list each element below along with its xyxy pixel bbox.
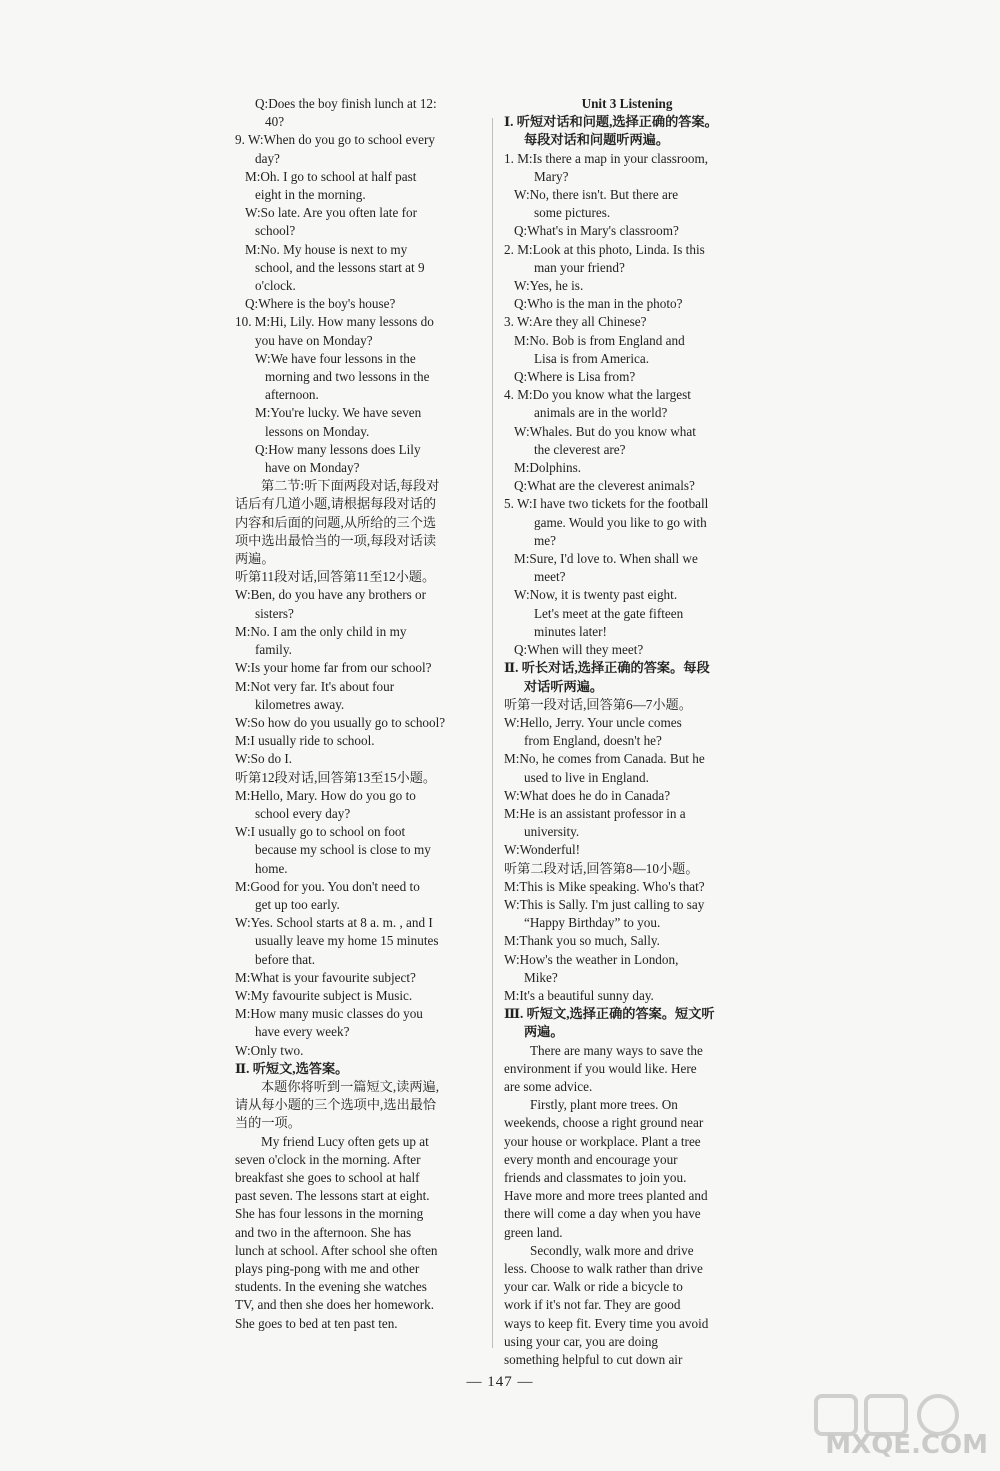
left-line: 第二节:听下面两段对话,每段对 [261,478,440,494]
left-line: W:So late. Are you often late for [245,205,417,221]
left-line: W:We have four lessons in the [255,350,416,366]
column-divider [492,118,493,1348]
page-number: — 147 — [466,1374,534,1390]
right-line: 对话听两遍。 [524,678,604,694]
right-line: weekends, choose a right ground near [504,1115,704,1131]
right-line: using your car, you are doing [504,1333,659,1349]
right-line: M:No. Bob is from England and [514,332,685,348]
left-line: afternoon. [265,387,319,403]
left-line: 当的一项。 [235,1115,301,1131]
right-line: W:Wonderful! [504,842,581,858]
right-line: 2. M:Look at this photo, Linda. Is this [504,241,705,257]
watermark-text: MXQE.COM [825,1430,988,1460]
left-line: before that. [255,951,316,967]
left-line: day? [255,150,280,166]
left-line: because my school is close to my [255,842,431,858]
right-line: minutes later! [534,623,607,639]
right-line: less. Choose to walk rather than drive [504,1261,703,1276]
left-line: W:Ben, do you have any brothers or [235,587,427,603]
left-line: lessons on Monday. [265,423,370,439]
left-line: W:Yes. School starts at 8 a. m. , and I [235,915,433,931]
right-line: “Happy Birthday” to you. [524,915,661,931]
right-line: meet? [534,569,566,585]
right-line: the cleverest are? [534,441,626,457]
left-line: have on Monday? [265,460,360,476]
left-line: school every day? [255,805,351,821]
right-line: Let's meet at the gate fifteen [534,605,684,621]
left-line: school, and the lessons start at 9 [255,259,425,275]
right-line: university. [524,824,580,840]
right-line: environment if you would like. Here [504,1060,697,1076]
right-line: 听第二段对话,回答第8—10小题。 [504,860,699,876]
left-line: M:Not very far. It's about four [235,678,395,694]
left-line: o'clock. [255,278,296,294]
right-line: Q:When will they meet? [514,642,644,658]
left-line: lunch at school. After school she often [235,1242,438,1258]
right-line: W:Yes, he is. [514,278,584,294]
right-line: M:Sure, I'd love to. When shall we [514,551,698,567]
left-line: 话后有几道小题,请根据每段对话的 [235,496,437,512]
left-line: Ⅱ. 听短文,选答案。 [235,1060,349,1076]
left-line: 听第12段对话,回答第13至15小题。 [235,769,437,785]
left-line: W:Is your home far from our school? [235,660,432,676]
right-line: M:He is an assistant professor in a [504,805,686,821]
right-line: Q:What's in Mary's classroom? [514,223,679,239]
right-line: 5. W:I have two tickets for the football [504,496,709,512]
right-line: 3. W:Are they all Chinese? [504,314,647,330]
right-line: M:Thank you so much, Sally. [504,933,660,949]
left-line: My friend Lucy often gets up at [261,1133,429,1149]
right-line: friends and classmates to join you. [504,1169,687,1185]
right-line: me? [534,532,556,548]
right-line: M:This is Mike speaking. Who's that? [504,878,705,894]
right-line: work if it's not far. They are good [504,1297,681,1313]
left-line: She goes to bed at ten past ten. [235,1315,398,1331]
left-line: M:How many music classes do you [235,1006,423,1022]
left-line: kilometres away. [255,696,345,712]
left-line: W:My favourite subject is Music. [235,987,413,1003]
right-line: W:This is Sally. I'm just calling to say [504,896,705,912]
right-line: every month and encourage your [504,1151,678,1167]
left-line: eight in the morning. [255,187,366,203]
right-line: something helpful to cut down air [504,1352,683,1368]
left-line: you have on Monday? [255,332,373,348]
right-line: Q:What are the cleverest animals? [514,478,695,494]
left-line: M:Oh. I go to school at half past [245,168,417,184]
right-line: Ⅲ. 听短文,选择正确的答案。短文听 [504,1006,715,1022]
right-line: M:It's a beautiful sunny day. [504,987,654,1003]
left-line: home. [255,860,288,876]
watermark-logo [798,1392,988,1464]
left-line: seven o'clock in the morning. After [235,1151,421,1167]
right-line: Ⅰ. 听短对话和问题,选择正确的答案。 [504,114,718,130]
right-line: there will come a day when you have [504,1206,701,1222]
left-line: plays ping-pong with me and other [235,1261,420,1276]
right-line: ways to keep fit. Every time you avoid [504,1315,709,1331]
left-line: 9. W:When do you go to school every [235,132,435,148]
right-line: W:No, there isn't. But there are [514,187,679,203]
left-line: get up too early. [255,896,340,912]
left-line: W:I usually go to school on foot [235,824,406,840]
right-line: W:Hello, Jerry. Your uncle comes [504,714,682,730]
right-line: Have more and more trees planted and [504,1188,708,1204]
right-line: from England, doesn't he? [524,733,662,749]
right-line: Firstly, plant more trees. On [530,1097,678,1113]
left-line: family. [255,642,292,658]
right-line: used to live in England. [524,769,649,785]
left-line: M:You're lucky. We have seven [255,405,422,421]
left-line: 10. M:Hi, Lily. How many lessons do [235,314,434,330]
left-line: Q:Where is the boy's house? [245,296,396,312]
right-line: animals are in the world? [534,405,668,421]
right-line: Mary? [534,168,569,184]
left-line: past seven. The lessons start at eight. [235,1188,430,1204]
left-line: She has four lessons in the morning [235,1206,424,1222]
right-line: Ⅱ. 听长对话,选择正确的答案。每段 [504,660,710,676]
right-line: 1. M:Is there a map in your classroom, [504,150,708,166]
left-line: school? [255,223,296,239]
left-line: Q:Does the boy finish lunch at 12: [255,96,437,111]
right-line: 听第一段对话,回答第6—7小题。 [504,696,692,712]
right-line: W:What does he do in Canada? [504,787,671,803]
right-line: your car. Walk or ride a bicycle to [504,1279,683,1295]
right-line: 4. M:Do you know what the largest [504,387,691,403]
right-line: Secondly, walk more and drive [530,1242,694,1258]
left-line: M:Good for you. You don't need to [235,878,420,894]
left-line: and two in the afternoon. She has [235,1224,412,1240]
right-line: M:Dolphins. [514,460,582,476]
left-line: 项中选出最恰当的一项,每段对话读 [235,532,437,548]
left-line: 本题你将听到一篇短文,读两遍, [261,1078,440,1094]
right-line: green land. [504,1224,563,1240]
left-line: W:Only two. [235,1042,304,1058]
left-line: have every week? [255,1024,350,1040]
right-line: W:Whales. But do you know what [514,423,696,439]
right-line: some pictures. [534,205,611,221]
left-line: W:So how do you usually go to school? [235,714,446,730]
left-line: students. In the evening she watches [235,1279,427,1295]
right-line: Q:Where is Lisa from? [514,369,636,385]
left-line: 40? [265,114,285,130]
left-line: morning and two lessons in the [265,369,430,385]
right-line: man your friend? [534,259,625,275]
left-line: 听第11段对话,回答第11至12小题。 [235,569,436,585]
right-line: There are many ways to save the [530,1042,703,1058]
left-line: W:So do I. [235,751,293,767]
right-line: Q:Who is the man in the photo? [514,296,683,312]
left-line: 两遍。 [235,551,275,567]
left-line: M:No. I am the only child in my [235,623,407,639]
left-line: 请从每小题的三个选项中,选出最恰 [235,1097,437,1113]
left-line: sisters? [255,605,294,621]
right-line: 两遍。 [524,1024,564,1040]
left-line: 内容和后面的问题,从所给的三个选 [235,514,437,530]
left-line: M:What is your favourite subject? [235,969,416,985]
left-line: M:I usually ride to school. [235,733,375,749]
left-line: M:No. My house is next to my [245,241,408,257]
right-line: Lisa is from America. [534,350,649,366]
left-line: M:Hello, Mary. How do you go to [235,787,416,803]
right-line: Mike? [524,969,558,985]
right-line: W:How's the weather in London, [504,951,679,967]
right-line: M:No, he comes from Canada. But he [504,751,705,767]
right-line: game. Would you like to go with [534,514,707,530]
left-line: usually leave my home 15 minutes [255,933,439,949]
right-line: 每段对话和问题听两遍。 [524,132,670,148]
left-line: Q:How many lessons does Lily [255,441,421,457]
right-line: W:Now, it is twenty past eight. [514,587,678,603]
left-line: TV, and then she does her homework. [235,1297,434,1313]
right-line: Unit 3 Listening [581,96,673,111]
right-column [504,95,750,1369]
right-line: your house or workplace. Plant a tree [504,1133,701,1149]
right-line: are some advice. [504,1078,593,1094]
left-column [235,95,479,1333]
left-line: breakfast she goes to school at half [235,1169,420,1185]
